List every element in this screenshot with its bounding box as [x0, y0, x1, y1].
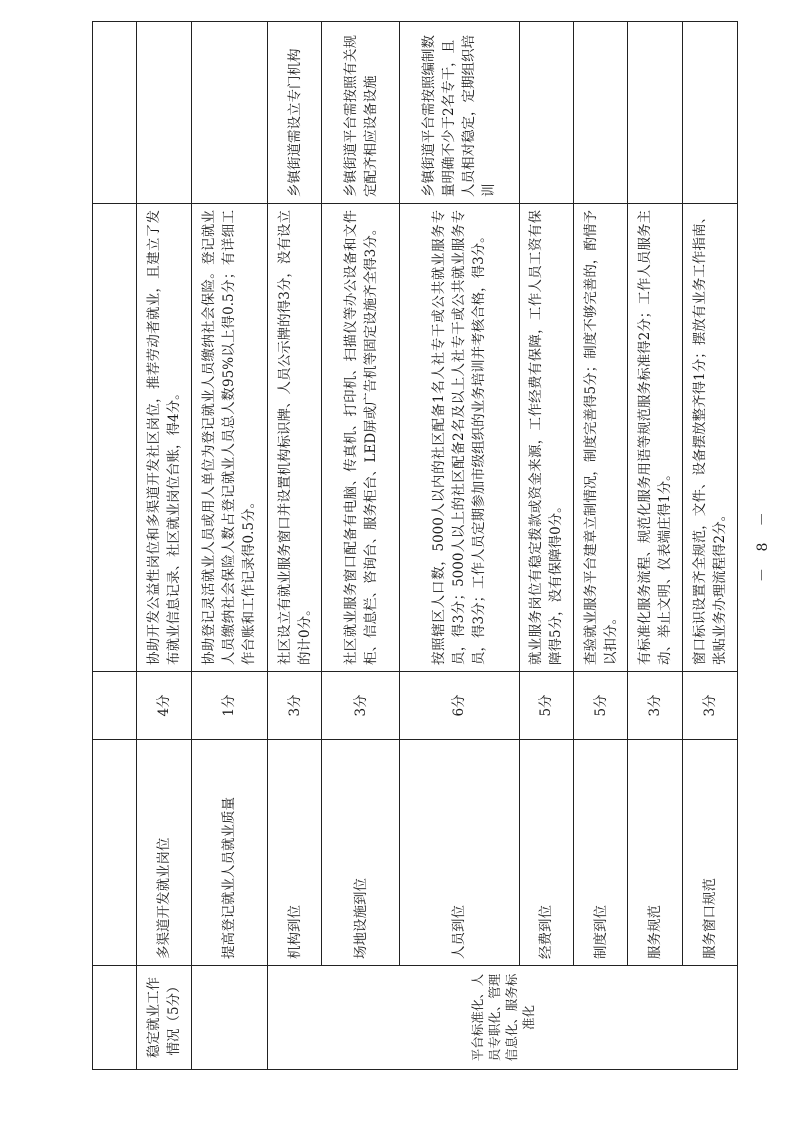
item-cell: 服务规范: [628, 740, 682, 966]
standard-cell: 社区就业服务窗口配备有电脑、传真机、打印机、扫描仪等办公设备和文件柜、信息栏、咨询台、服务柜台、LED屏或广告机等固定设施齐全得3分。: [322, 204, 400, 672]
score-cell: 3分: [268, 672, 322, 740]
category-cell: 平台标准化、人员专职化、管理信息化、服务标准化: [268, 966, 738, 1070]
page-number: － 8 －: [755, 506, 771, 582]
standard-cell: 社区设立有就业服务窗口并设置机构标识牌、人员公示牌的得3分，没有设立的计0分。: [268, 204, 322, 672]
category-cell: 稳定就业工作情况（5分）: [137, 966, 191, 1070]
item-cell: 多渠道开发就业岗位: [137, 740, 191, 966]
note-cell: [137, 22, 191, 204]
standard-cell: 窗口标识设置齐全规范，文件、设备摆放整齐得1分；摆放有业务工作指南、张贴业务办理流程得2分。: [682, 204, 737, 672]
score-cell: 6分: [399, 672, 519, 740]
table-row: [93, 22, 137, 1070]
standard-cell: 协助登记灵活就业人员或用人单位为登记就业人员缴纳社会保险。登记就业人员缴纳社会保险人数占登记就业人员总人数95%以上得0.5分；有详细工作台账和工作记录得0.5分。: [191, 204, 267, 672]
note-cell: [573, 22, 627, 204]
score-cell: 5分: [573, 672, 627, 740]
table-row: [519, 22, 573, 1070]
note-cell: 乡镇街道需设立专门机构: [268, 22, 322, 204]
note-cell: 乡镇街道平台需按照编制数量明确不少于2名专干，且人员相对稳定，定期组织培训: [399, 22, 519, 204]
item-cell: 服务窗口规范: [682, 740, 737, 966]
note-cell: [519, 22, 573, 204]
score-cell: 5分: [519, 672, 573, 740]
table-row: [191, 22, 267, 1070]
table-row: [682, 22, 737, 1070]
item-cell: 制度到位: [573, 740, 627, 966]
score-cell: 3分: [682, 672, 737, 740]
table-row: [268, 22, 322, 1070]
standard-cell: 就业服务岗位有稳定拨款或资金来源，工作经费有保障，工作人员工资有保障得5分，没有保障得0分。: [519, 204, 573, 672]
note-cell: 乡镇街道平台需按照有关规定配齐相应设备设施: [322, 22, 400, 204]
standard-cell: [93, 204, 137, 672]
item-cell: 机构到位: [268, 740, 322, 966]
standard-cell: 有标准化服务流程、规范化服务用语等规范服务标准得2分；工作人员服务主动、举止文明、仪表端庄得1分。: [628, 204, 682, 672]
evaluation-table: [92, 21, 738, 1070]
standard-cell: 协助开发公益性岗位和多渠道开发社区岗位，推荐劳动者就业，且建立了发布就业信息记录、社区就业岗位台账，得4分。: [137, 204, 191, 672]
score-cell: 3分: [628, 672, 682, 740]
note-cell: [628, 22, 682, 204]
score-cell: 3分: [322, 672, 400, 740]
item-cell: [93, 740, 137, 966]
table-row: [137, 22, 191, 1070]
table-row: [573, 22, 627, 1070]
category-cell: [191, 966, 267, 1070]
item-cell: 提高登记就业人员就业质量: [191, 740, 267, 966]
score-cell: [93, 672, 137, 740]
item-cell: 场地设施到位: [322, 740, 400, 966]
item-cell: 人员到位: [399, 740, 519, 966]
note-cell: [191, 22, 267, 204]
table-row: [322, 22, 400, 1070]
category-cell: [93, 966, 137, 1070]
note-cell: [93, 22, 137, 204]
score-cell: 1分: [191, 672, 267, 740]
score-cell: 4分: [137, 672, 191, 740]
note-cell: [682, 22, 737, 204]
standard-cell: 查验就业服务平台建章立制情况，制度完善得5分；制度不够完善的，酌情予以扣分。: [573, 204, 627, 672]
item-cell: 经费到位: [519, 740, 573, 966]
table-row: [399, 22, 519, 1070]
table-row: [628, 22, 682, 1070]
standard-cell: 按照辖区人口数，5000人以内的社区配备1名人社专干或公共就业服务专员，得3分；5000人以上的社区配备2名及以上人社专干或公共就业服务专员，得3分；工作人员定期参加市级组织的业务培训并考核合格，得3分。: [399, 204, 519, 672]
